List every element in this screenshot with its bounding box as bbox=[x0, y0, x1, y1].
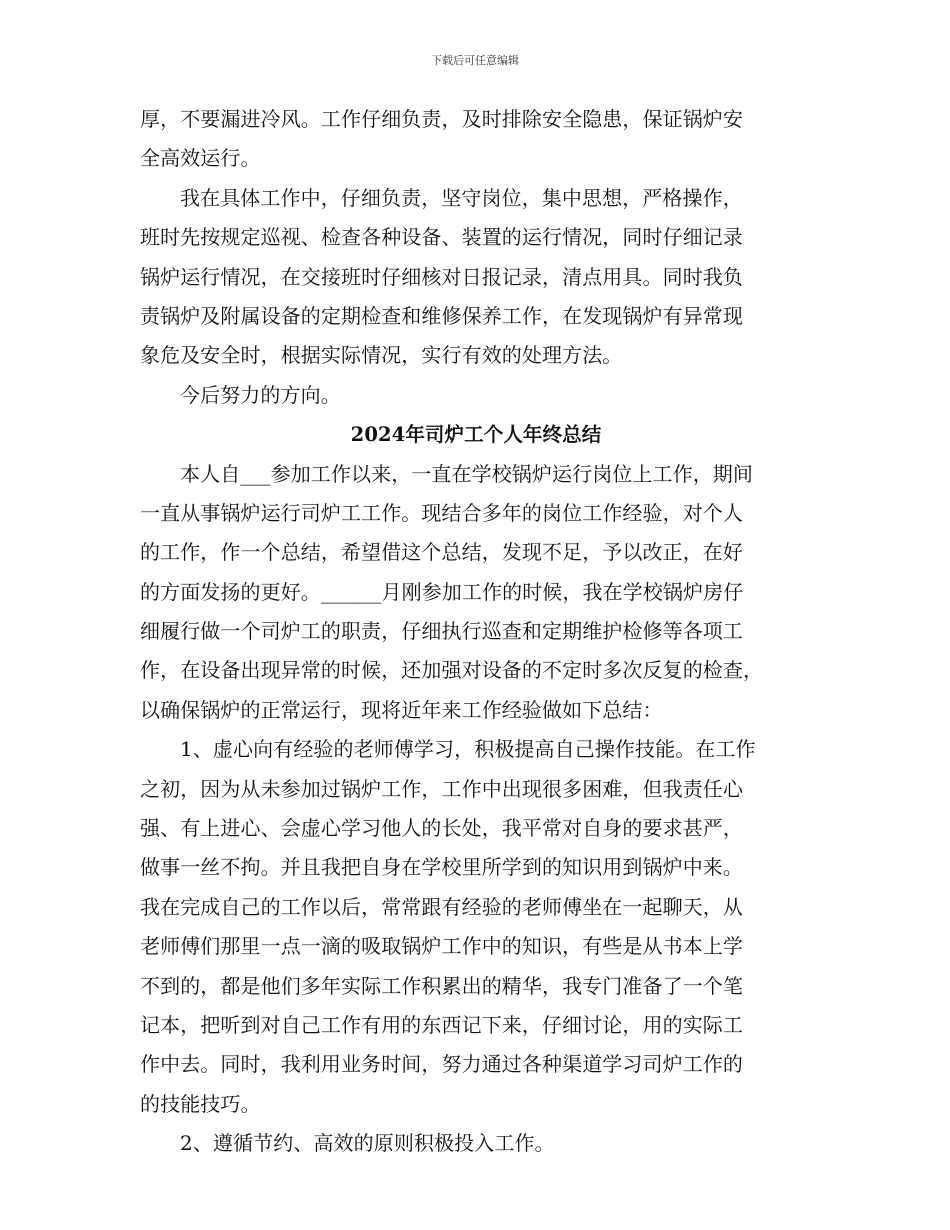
body-line: 的工作，作一个总结，希望借这个总结，发现不足，予以改正，在好 bbox=[140, 540, 743, 565]
document-title: 2024年司炉工个人年终总结 bbox=[350, 423, 602, 447]
body-line: 的方面发扬的更好。______月刚参加工作的时候，我在学校锅炉房仔 bbox=[140, 579, 744, 604]
body-line: 1、虚心向有经验的老师傅学习，积极提高自己操作技能。在工作 bbox=[180, 737, 756, 762]
body-line: 锅炉运行情况，在交接班时仔细核对日报记录，清点用具。同时我负 bbox=[140, 264, 743, 289]
document-body bbox=[140, 100, 812, 1164]
body-line: 以确保锅炉的正常运行，现将近年来工作经验做如下总结： bbox=[140, 697, 663, 722]
body-line: 作中去。同时，我利用业务时间，努力通过各种渠道学习司炉工作的 bbox=[140, 1052, 743, 1077]
body-line: 责锅炉及附属设备的定期检查和维修保养工作，在发现锅炉有异常现 bbox=[140, 303, 743, 328]
body-line: 老师傅们那里一点一滴的吸取锅炉工作中的知识，有些是从书本上学 bbox=[140, 934, 743, 959]
body-line: 厚，不要漏进冷风。工作仔细负责，及时排除安全隐患，保证锅炉安 bbox=[140, 107, 743, 131]
body-line: 之初，因为从未参加过锅炉工作，工作中出现很多困难，但我责任心 bbox=[140, 776, 743, 801]
body-line: 一直从事锅炉运行司炉工工作。现结合多年的岗位工作经验，对个人 bbox=[140, 500, 743, 525]
body-line: 强、有上进心、会虚心学习他人的长处，我平常对自身的要求甚严， bbox=[140, 816, 743, 841]
body-line: 的技能技巧。 bbox=[140, 1091, 261, 1116]
page-header: 下载后可任意编辑 bbox=[431, 54, 519, 67]
body-line: 本人自___参加工作以来，一直在学校锅炉运行岗位上工作，期间 bbox=[180, 461, 753, 486]
body-line: 记本，把听到对自己工作有用的东西记下来，仔细讨论，用的实际工 bbox=[140, 1012, 743, 1037]
body-line: 班时先按规定巡视、检查各种设备、装置的运行情况，同时仔细记录 bbox=[140, 225, 743, 250]
body-line: 细履行做一个司炉工的职责，仔细执行巡查和定期维护检修等各项工 bbox=[140, 619, 743, 644]
body-line: 不到的，都是他们多年实际工作积累出的精华，我专门准备了一个笔 bbox=[140, 973, 743, 998]
body-line: 全高效运行。 bbox=[140, 146, 261, 171]
body-line: 我在完成自己的工作以后，常常跟有经验的老师傅坐在一起聊天，从 bbox=[140, 894, 743, 919]
body-line: 作，在设备出现异常的时候，还加强对设备的不定时多次反复的检查， bbox=[140, 658, 764, 683]
body-line: 我在具体工作中，仔细负责，坚守岗位，集中思想，严格操作， bbox=[180, 185, 743, 210]
body-line: 2、遵循节约、高效的原则积极投入工作。 bbox=[180, 1131, 555, 1156]
body-line: 象危及安全时，根据实际情况，实行有效的处理方法。 bbox=[140, 343, 623, 368]
body-line: 做事一丝不拘。并且我把自身在学校里所学到的知识用到锅炉中来。 bbox=[140, 855, 743, 880]
body-line: 今后努力的方向。 bbox=[180, 382, 341, 407]
